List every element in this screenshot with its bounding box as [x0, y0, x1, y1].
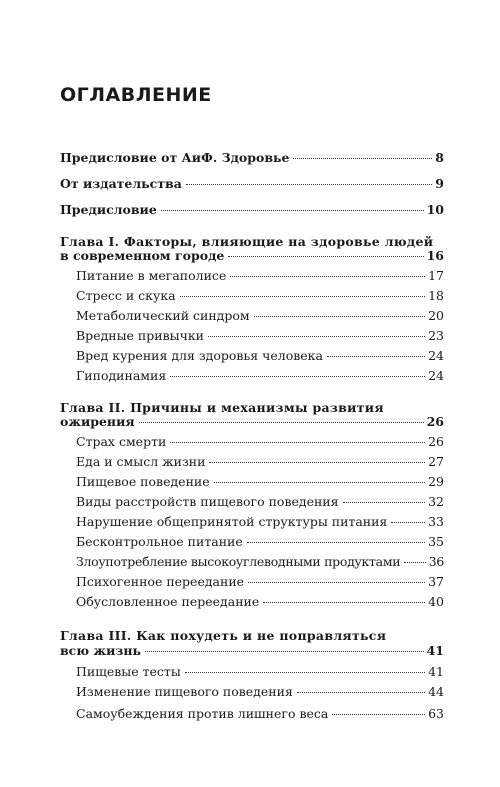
- leader-dots: [180, 296, 426, 297]
- toc-entry-page: 29: [428, 474, 444, 489]
- leader-dots: [254, 316, 425, 317]
- toc-entry-page: 37: [428, 574, 444, 589]
- toc-entry-page: 26: [428, 434, 444, 449]
- leader-dots: [327, 356, 425, 357]
- toc-entry-page: 16: [426, 248, 444, 263]
- toc-entry-title: Гиподинамия: [76, 368, 167, 383]
- toc-entry-title: Пищевое поведение: [76, 474, 210, 489]
- toc-entry-page: 41: [428, 664, 444, 679]
- toc-entry-page: 8: [435, 150, 444, 165]
- toc-subentry[interactable]: [76, 664, 444, 679]
- toc-entry-title: Бесконтрольное питание: [76, 534, 243, 549]
- toc-entry-chapter-1[interactable]: [60, 248, 444, 263]
- leader-dots: [170, 376, 425, 377]
- leader-dots: [185, 672, 425, 673]
- toc-entry-page: 24: [428, 368, 444, 383]
- leader-dots: [391, 522, 425, 523]
- toc-entry-title: Вредные привычки: [76, 328, 204, 343]
- toc-entry-title: всю жизнь: [60, 643, 141, 658]
- leader-dots: [332, 714, 425, 715]
- toc-subentry[interactable]: [76, 534, 444, 549]
- leader-dots: [186, 184, 432, 185]
- leader-dots: [293, 158, 432, 159]
- toc-entry-title: Пищевые тесты: [76, 664, 181, 679]
- chapter-1-title-line1[interactable]: Глава I. Факторы, влияющие на здоровье людей: [60, 234, 434, 249]
- toc-entry-chapter-2[interactable]: [60, 414, 444, 429]
- toc-entry-page: 24: [428, 348, 444, 363]
- toc-entry-page: 17: [428, 268, 444, 283]
- leader-dots: [343, 502, 426, 503]
- toc-subentry[interactable]: [76, 494, 444, 509]
- toc-entry-title: Вред курения для здоровья человека: [76, 348, 323, 363]
- toc-entry-title: Предисловие: [60, 202, 157, 217]
- toc-entry-title: Обусловленное переедание: [76, 594, 260, 609]
- toc-subentry[interactable]: [76, 328, 444, 343]
- toc-entry-page: 35: [428, 534, 444, 549]
- leader-dots: [297, 692, 425, 693]
- leader-dots: [228, 256, 423, 257]
- toc-subentry[interactable]: [76, 308, 444, 323]
- toc-entry-page: 9: [435, 176, 444, 191]
- toc-entry-title: Психогенное переедание: [76, 574, 245, 589]
- toc-subentry[interactable]: [76, 268, 444, 283]
- leader-dots: [170, 442, 425, 443]
- toc-entry-foreword-aif[interactable]: [60, 150, 444, 165]
- toc-entry-title: Стресс и скука: [76, 288, 176, 303]
- leader-dots: [404, 562, 425, 563]
- toc-entry-title: Страх смерти: [76, 434, 167, 449]
- leader-dots: [263, 602, 425, 603]
- toc-entry-title: Предисловие от АиФ. Здоровье: [60, 150, 290, 165]
- toc-subentry[interactable]: [76, 554, 444, 569]
- toc-entry-page: 33: [428, 514, 444, 529]
- leader-dots: [208, 336, 425, 337]
- leader-dots: [248, 582, 425, 583]
- toc-entry-title: Питание в мегаполисе: [76, 268, 227, 283]
- toc-entry-page: 41: [426, 643, 444, 658]
- toc-subentry[interactable]: [76, 434, 444, 449]
- leader-dots: [247, 542, 425, 543]
- leader-dots: [161, 210, 424, 211]
- toc-entry-title: Изменение пищевого поведения: [76, 684, 293, 699]
- toc-entry-title: Виды расстройств пищевого поведения: [76, 494, 339, 509]
- toc-entry-publisher[interactable]: [60, 176, 444, 191]
- toc-subentry[interactable]: [76, 288, 444, 303]
- toc-entry-page: 26: [426, 414, 444, 429]
- toc-entry-page: 32: [428, 494, 444, 509]
- toc-subentry[interactable]: [76, 474, 444, 489]
- toc-entry-page: 40: [428, 594, 444, 609]
- toc-entry-title: Нарушение общепринятой структуры питания: [76, 514, 388, 529]
- toc-entry-page: 10: [426, 202, 444, 217]
- toc-entry-page: 23: [428, 328, 444, 343]
- leader-dots: [214, 482, 425, 483]
- toc-subentry[interactable]: [76, 574, 444, 589]
- toc-subentry[interactable]: [76, 514, 444, 529]
- toc-entry-title: Злоупотребление высокоуглеводными продуктами: [76, 554, 401, 569]
- toc-entry-page: 20: [428, 308, 444, 323]
- toc-entry-foreword[interactable]: [60, 202, 444, 217]
- toc-entry-page: 63: [428, 706, 444, 721]
- toc-entry-chapter-3[interactable]: [60, 643, 444, 658]
- toc-subentry[interactable]: [76, 454, 444, 469]
- toc-entry-title: Метаболический синдром: [76, 308, 250, 323]
- toc-subentry[interactable]: [76, 594, 444, 609]
- chapter-3-title-line1[interactable]: Глава III. Как похудеть и не поправляться: [60, 628, 387, 643]
- toc-entry-title: в современном городе: [60, 248, 225, 263]
- toc-subentry[interactable]: [76, 368, 444, 383]
- toc-subentry[interactable]: [76, 684, 444, 699]
- leader-dots: [139, 422, 424, 423]
- chapter-2-title-line1[interactable]: Глава II. Причины и механизмы развития: [60, 400, 384, 415]
- leader-dots: [209, 462, 425, 463]
- toc-entry-title: От издательства: [60, 176, 182, 191]
- toc-subentry[interactable]: [76, 706, 444, 721]
- toc-entry-page: 27: [428, 454, 444, 469]
- toc-entry-page: 44: [428, 684, 444, 699]
- leader-dots: [230, 276, 425, 277]
- leader-dots: [145, 651, 424, 652]
- toc-subentry[interactable]: [76, 348, 444, 363]
- toc-entry-title: Еда и смысл жизни: [76, 454, 206, 469]
- toc-entry-title: ожирения: [60, 414, 135, 429]
- toc-entry-title: Самоубеждения против лишнего веса: [76, 706, 329, 721]
- toc-entry-page: 18: [428, 288, 444, 303]
- page-title: ОГЛАВЛЕНИЕ: [60, 84, 212, 106]
- toc-entry-page: 36: [428, 554, 444, 569]
